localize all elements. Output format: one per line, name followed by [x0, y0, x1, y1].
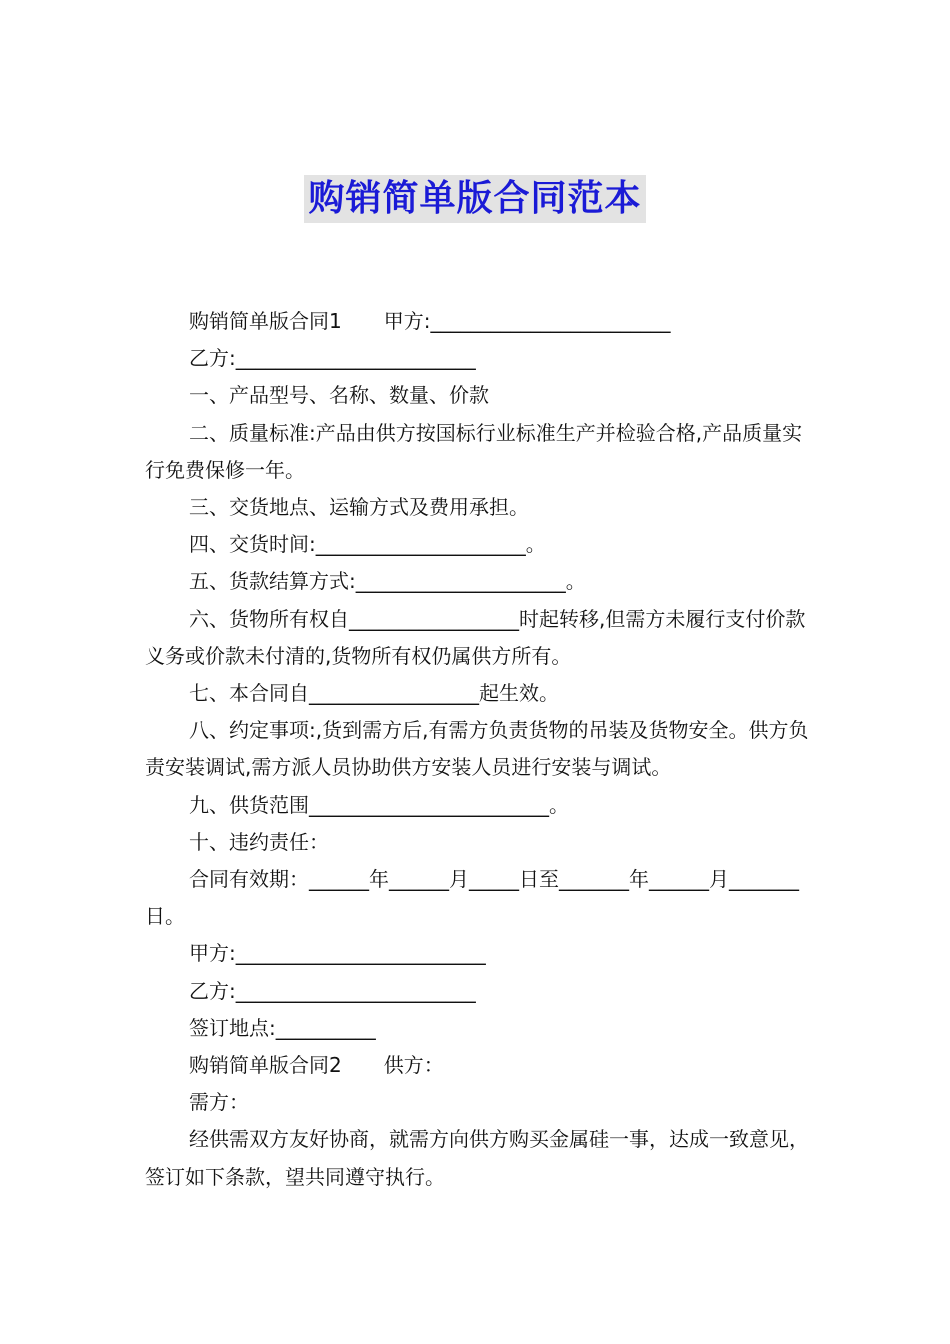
- signature-party-b: 乙方:________________________: [189, 978, 476, 1003]
- clause-3: 三、交货地点、运输方式及费用承担。: [189, 495, 529, 520]
- contract-2-heading: 购销简单版合同2: [189, 1053, 342, 1078]
- clause-6: 六、货物所有权自_________________时起转移,但需方未履行支付价款义务或价款未付清的,货物所有权仍属供方所有。: [145, 606, 806, 668]
- document-title: 购销简单版合同范本: [304, 175, 645, 223]
- clause-7: 七、本合同自_________________起生效。: [189, 681, 559, 706]
- signing-location: 签订地点:__________: [189, 1015, 376, 1040]
- party-a-field: 甲方:________________________: [383, 309, 671, 333]
- clause-5: 五、货款结算方式:_____________________。: [189, 569, 586, 594]
- signature-party-a: 甲方:_________________________: [189, 941, 486, 966]
- clause-8: 八、约定事项:,货到需方后,有需方负责货物的吊装及货物安全。供方负责安装调试,需方派人员协助供方安装人员进行安装与调试。: [145, 718, 809, 780]
- buyer-field: 需方：: [189, 1090, 249, 1115]
- contract-2-header: [145, 1047, 810, 1084]
- contract-1-heading: 购销简单版合同1: [189, 309, 342, 333]
- clause-1: 一、产品型号、名称、数量、价款: [189, 383, 489, 408]
- document-body: [145, 303, 810, 1196]
- party-b-field: 乙方:________________________: [189, 346, 476, 371]
- title-container: [0, 175, 950, 223]
- supplier-field: 供方：: [383, 1053, 444, 1078]
- clause-2: 二、质量标准:产品由供方按国标行业标准生产并检验合格,产品质量实行免费保修一年。: [145, 420, 803, 482]
- clause-9: 九、供货范围________________________。: [189, 792, 569, 817]
- clause-10: 十、违约责任：: [189, 829, 329, 854]
- contract-validity: 合同有效期：______年______月_____日至_______年______月_______日。: [145, 867, 799, 929]
- clause-4: 四、交货时间:_____________________。: [189, 532, 546, 557]
- contract-2-intro: 经供需双方友好协商，就需方向供方购买金属硅一事，达成一致意见，签订如下条款，望共同遵守执行。: [145, 1127, 809, 1189]
- contract-1-header: [145, 303, 810, 340]
